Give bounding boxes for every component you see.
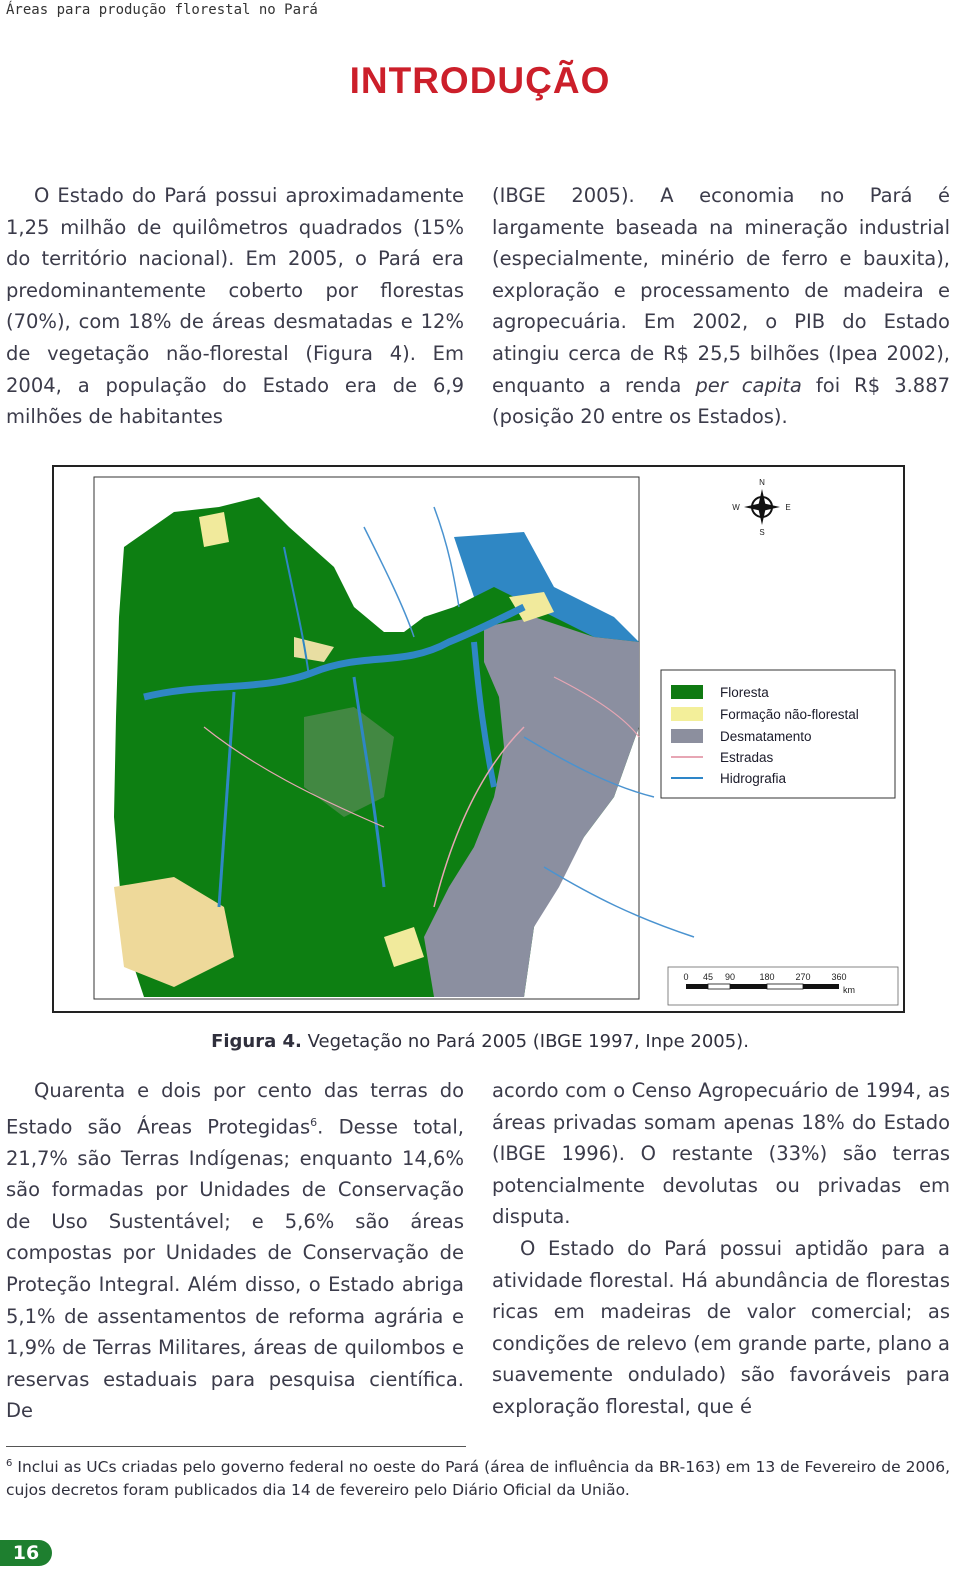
scale-tick: 45 <box>702 972 714 982</box>
body-paragraph-right-1: acordo com o Censo Agropecuário de 1994, as áreas privadas somam apenas 18% do Estado (IBGE 1996). O restante (33%) são terras potencialmente devolutas ou privadas em disputa. <box>492 1079 950 1229</box>
intro-column-right <box>492 180 950 433</box>
compass-n: N <box>759 478 765 487</box>
scale-tick: 0 <box>683 972 689 982</box>
body-text-b: . Desse total, 21,7% são Terras Indígenas; enquanto 14,6% são formadas por Unidades de Conservação de Uso Sustentável; e 5,6% são áreas compostas por Unidades de Conservação de Proteção Integral. Além disso, o Estado abriga 5,1% de assentamentos de reforma agrária e 1,9% de Terras Militares, áreas de quilombos e reservas estaduais para pesquisa científica. De <box>6 1115 464 1423</box>
body-column-right <box>492 1075 950 1423</box>
scale-bar <box>668 967 898 1005</box>
intro-column-left <box>6 180 464 433</box>
compass-w: W <box>732 503 740 512</box>
legend-label-hidrografia: Hidrografia <box>720 771 787 786</box>
figure-caption <box>0 1031 960 1052</box>
page-title: INTRODUÇÃO <box>349 60 611 101</box>
intro-text-a: (IBGE 2005). A economia no Pará é largamente baseada na mineração industrial (especialmente, minério de ferro e bauxita), exploração e processamento de madeira e agropecuária. Em 2002, o PIB do Estado atingiu cerca de R$ 25,5 bilhões (Ipea 2002), enquanto a renda <box>492 184 950 397</box>
intro-text-b: foi R$ 3.887 (posição 20 entre os Estados). <box>492 373 951 429</box>
legend-label-nao-florestal: Formação não-florestal <box>720 707 859 722</box>
legend-swatch-nao-florestal <box>671 707 703 721</box>
scale-tick: 180 <box>759 972 775 982</box>
footnote-divider <box>6 1446 466 1447</box>
compass-rose <box>732 478 790 537</box>
scale-unit: km <box>843 985 855 995</box>
footnote <box>6 1452 950 1502</box>
footnote-text: Inclui as UCs criadas pelo governo federal no oeste do Pará (área de influência da BR-163) em 13 de Fevereiro de 2006, cujos decretos foram publicados dia 14 de fevereiro pelo Diário Oficial da União. <box>6 1458 950 1500</box>
compass-e: E <box>785 503 791 512</box>
map-legend <box>661 670 895 798</box>
legend-swatch-desmatamento <box>671 729 703 743</box>
body-paragraph-right-2: O Estado do Pará possui aptidão para a atividade florestal. Há abundância de florestas ricas em madeiras de valor comercial; as condições de relevo (em grande parte, plano a suavemente ondulado) são favoráveis para exploração florestal, que é <box>492 1236 950 1418</box>
scale-tick: 270 <box>795 972 811 982</box>
footnote-marker: 6 <box>6 1458 13 1469</box>
figure-caption-text: Vegetação no Pará 2005 (IBGE 1997, Inpe 2005). <box>301 1031 749 1052</box>
scale-tick: 90 <box>724 972 736 982</box>
legend-swatch-floresta <box>671 685 703 699</box>
body-column-left <box>6 1075 464 1427</box>
intro-paragraph-left: O Estado do Pará possui aproximadamente 1,25 milhão de quilômetros quadrados (15% do território nacional). Em 2005, o Pará era predominantemente coberto por florestas (70%), com 18% de áreas desmatadas e 12% de vegetação não-florestal (Figura 4). Em 2004, a população do Estado era de 6,9 milhões de habitantes <box>6 184 464 429</box>
body-text-a: Quarenta e dois por cento das terras do Estado são Áreas Protegidas <box>6 1079 464 1139</box>
legend-label-estradas: Estradas <box>720 750 774 765</box>
running-header: Áreas para produção florestal no Pará <box>6 2 318 18</box>
intro-text-italic: per capita <box>695 373 802 397</box>
non-forest-patch <box>199 512 229 547</box>
figure-map-frame <box>52 465 905 1013</box>
footnote-ref: 6 <box>310 1115 318 1129</box>
legend-label-desmatamento: Desmatamento <box>720 729 812 744</box>
scale-tick: 360 <box>831 972 847 982</box>
intro-paragraph-right <box>492 180 950 433</box>
body-paragraph-left <box>6 1075 464 1427</box>
vegetation-map <box>54 467 903 1011</box>
legend-label-floresta: Floresta <box>720 685 769 700</box>
compass-s: S <box>759 528 765 537</box>
figure-caption-label: Figura 4. <box>211 1031 302 1052</box>
page-number: 16 <box>0 1540 52 1566</box>
